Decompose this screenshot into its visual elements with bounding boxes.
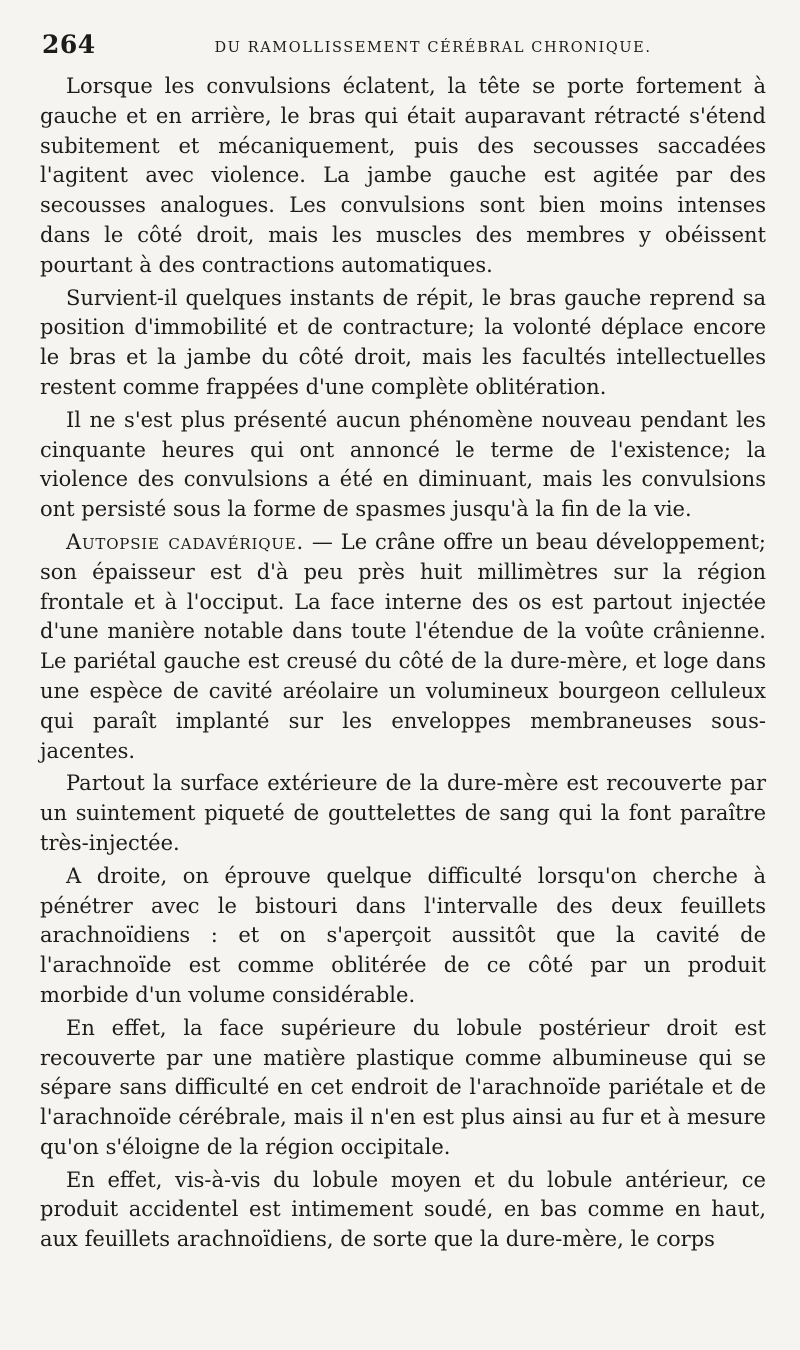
paragraph-repit	[40, 284, 766, 403]
paragraph-text: En effet, la face supérieure du lobule postérieur droit est recouverte par une matière plastique comme albumineuse qui se sépare sans difficulté en cet endroit de l'arachnoïde pariétale et de l'arachnoïde cérébrale, mais il n'en est plus ainsi au fur et à mesure qu'on s'éloigne de la région occipitale.	[40, 1015, 766, 1159]
running-title: DU RAMOLLISSEMENT CÉRÉBRAL CHRONIQUE.	[214, 40, 652, 56]
paragraph-text: — Le crâne offre un beau développement; son épaisseur est d'à peu près huit millimètres sur la région frontale et à l'occiput. La face interne des os est partout injectée d'une manière notable dans toute l'étendue de la voûte crânienne. Le pariétal gauche est creusé du côté de la dure-mère, et loge dans une espèce de cavité aréolaire un volumineux bourgeon celluleux qui paraît implanté sur les enveloppes membraneuses sous-jacentes.	[40, 529, 766, 763]
body-text	[40, 72, 766, 1255]
page-number: 264	[42, 30, 96, 59]
paragraph-text: A droite, on éprouve quelque difficulté lorsqu'on cherche à pénétrer avec le bistouri dans l'intervalle des deux feuillets arachnoïdiens : et on s'aperçoit aussitôt que la cavité de l'arachnoïde est comme oblitérée de ce côté par un produit morbide d'un volume considérable.	[40, 863, 766, 1007]
section-lead-autopsie: Autopsie cadavérique.	[66, 529, 305, 554]
paragraph-a-droite	[40, 862, 766, 1011]
paragraph-text: En effet, vis-à-vis du lobule moyen et du lobule antérieur, ce produit accidentel est intimement soudé, en bas comme en haut, aux feuillets arachnoïdiens, de sorte que la dure-mère, le corps	[40, 1167, 766, 1252]
paragraph-convulsions	[40, 72, 766, 281]
paragraph-text: Partout la surface extérieure de la dure-mère est recouverte par un suintement piqueté de gouttelettes de sang qui la font paraître très-injectée.	[40, 771, 766, 855]
paragraph-text: Survient-il quelques instants de répit, le bras gauche reprend sa position d'immobilité et de contracture; la volonté déplace encore le bras et la jambe du côté droit, mais les facultés intellectuelles restent comme frappées d'une complète oblitération.	[40, 285, 766, 399]
running-head	[40, 26, 766, 70]
paragraph-en-effet-2	[40, 1166, 766, 1255]
paragraph-text: Il ne s'est plus présenté aucun phénomène nouveau pendant les cinquante heures qui ont annoncé le terme de l'existence; la violence des convulsions a été en diminuant, mais les convulsions ont persisté sous la forme de spasmes jusqu'à la fin de la vie.	[40, 407, 766, 522]
paragraph-text: Lorsque les convulsions éclatent, la tête se porte fortement à gauche et en arrière, le bras qui était auparavant rétracté s'étend subitement et mécaniquement, puis des secousses saccadées l'agitent avec violence. La jambe gauche est agitée par des secousses analogues. Les convulsions sont bien moins intenses dans le côté droit, mais les muscles des membres y obéissent pourtant à des contractions automatiques.	[40, 74, 766, 277]
paragraph-dure-mere	[40, 769, 766, 858]
paragraph-autopsie	[40, 528, 766, 766]
paragraph-phenomene	[40, 406, 766, 525]
paragraph-en-effet-1	[40, 1014, 766, 1163]
